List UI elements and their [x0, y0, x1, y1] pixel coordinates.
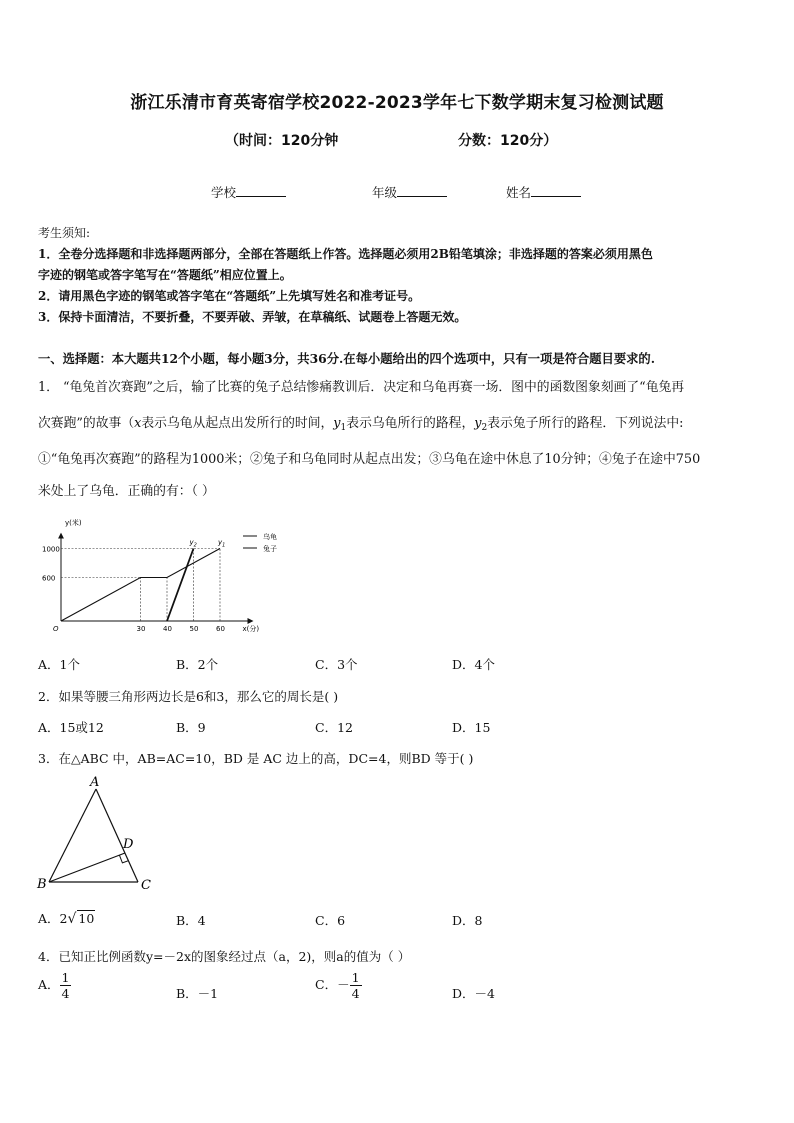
series-line-rabbit	[167, 549, 194, 622]
y-axis-label: y(米)	[65, 519, 82, 527]
q4-option-a[interactable]: A． $\frac{1}{4}$	[38, 970, 70, 1001]
q1-line4: 米处上了乌龟．正确的有：（ ）	[38, 484, 215, 499]
q3-option-d[interactable]: D．8	[452, 913, 483, 928]
school-field	[211, 183, 286, 201]
q4-text: 4．已知正比例函数y=－2x的图象经过点（a，2)，则a的值为（ ）	[38, 949, 411, 964]
name-label: 姓名	[506, 185, 532, 200]
x-tick-label: 40	[163, 625, 172, 633]
sqrt-sign: √	[67, 911, 77, 927]
legend-entry: 兔子	[263, 545, 277, 553]
q4-option-d[interactable]: D．－4	[452, 986, 495, 1001]
exam-time: （时间：120分钟	[225, 133, 339, 149]
series-end-label: $y_1$	[218, 538, 226, 549]
grade-blank[interactable]	[397, 184, 447, 197]
name-field	[506, 183, 581, 201]
q3-option-b[interactable]: B．4	[176, 913, 206, 928]
height-bd	[49, 853, 125, 882]
y-tick-label: 1000	[42, 545, 60, 554]
q2-option-d[interactable]: D．15	[452, 720, 491, 735]
note-item: 1．全卷分选择题和非选择题两部分，全部在答题纸上作答。选择题必须用2B铅笔填涂；非选择题的答案必须用黑色	[38, 247, 653, 261]
q4-option-b[interactable]: B．－1	[176, 986, 219, 1001]
grade-label: 年级	[372, 185, 398, 200]
vertex-a: A	[90, 775, 100, 790]
school-blank[interactable]	[236, 184, 286, 197]
q1-line3: ①“龟兔再次赛跑”的路程为1000米；②兔子和乌龟同时从起点出发；③乌龟在途中休息了10分钟；④兔子在途中750	[38, 452, 701, 467]
q3-option-a[interactable]: A．2√ 10	[38, 911, 95, 927]
vertex-b: B	[37, 877, 47, 892]
x-tick-label: 50	[189, 625, 199, 633]
q2-option-b[interactable]: B．9	[176, 720, 206, 735]
fraction: $\frac{1}{4}$	[61, 970, 70, 1001]
page-title: 浙江乐清市育英寄宿学校2022-2023学年七下数学期末复习检测试题	[130, 93, 664, 113]
q3-text: 3．在△ABC 中，AB=AC=10，BD 是 AC 边上的高，DC=4，则BD 等于( )	[38, 751, 474, 766]
series-end-label: $y_2$	[189, 538, 197, 549]
vertex-c: C	[141, 878, 151, 893]
origin-label: O	[53, 625, 59, 633]
section-heading: 一、选择题：本大题共12个小题，每小题3分，共36分.在每小题给出的四个选项中，只有一项是符合题目要求的.	[38, 351, 656, 366]
q1-line1: 1． “龟兔首次赛跑”之后，输了比赛的兔子总结惨痛教训后．决定和乌龟再赛一场．图中的函数图象刻画了“龟兔再	[38, 380, 685, 395]
y-tick-label: 600	[42, 574, 56, 583]
name-blank[interactable]	[531, 184, 581, 197]
x-tick-label: 30	[136, 625, 146, 633]
q1-line2: 次赛跑”的故事（x表示乌龟从起点出发所行的时间，$y_1$表示乌龟所行的路程，$y_2$表示兔子所行的路程．下列说法中:	[38, 416, 684, 433]
fraction: $\frac{1}{4}$	[351, 970, 360, 1001]
q1-option-d[interactable]: D．4个	[452, 657, 495, 672]
x-tick-label: 60	[216, 625, 225, 633]
x-axis-label: x(分)	[242, 625, 260, 633]
note-item: 字迹的钢笔或答字笔写在“答题纸”相应位置上。	[38, 268, 292, 282]
grade-field	[372, 183, 447, 201]
q3-triangle-figure	[30, 772, 170, 897]
q4-option-c[interactable]: C．－ $\frac{1}{4}$	[315, 970, 360, 1001]
exam-score: 分数：120分）	[458, 133, 558, 149]
school-label: 学校	[211, 185, 237, 200]
q1-option-a[interactable]: A．1个	[38, 657, 80, 672]
side-ab	[49, 789, 96, 882]
legend-entry: 乌龟	[263, 533, 277, 541]
note-item: 2．请用黑色字迹的钢笔或答字笔在“答题纸”上先填写姓名和准考证号。	[38, 289, 421, 303]
vertex-d: D	[123, 837, 134, 852]
q2-text: 2．如果等腰三角形两边长是6和3，那么它的周长是( )	[38, 689, 339, 704]
side-ac	[96, 789, 138, 882]
q1-option-b[interactable]: B．2个	[176, 657, 219, 672]
q2-option-a[interactable]: A．15或12	[38, 720, 104, 735]
q1-option-c[interactable]: C．3个	[315, 657, 358, 672]
q3-option-c[interactable]: C．6	[315, 913, 346, 928]
notes-heading: 考生须知:	[38, 226, 91, 240]
note-item: 3．保持卡面清洁，不要折叠，不要弄破、弄皱，在草稿纸、试题卷上答题无效。	[38, 310, 467, 324]
q2-option-c[interactable]: C．12	[315, 720, 353, 735]
q1-chart	[38, 515, 298, 640]
